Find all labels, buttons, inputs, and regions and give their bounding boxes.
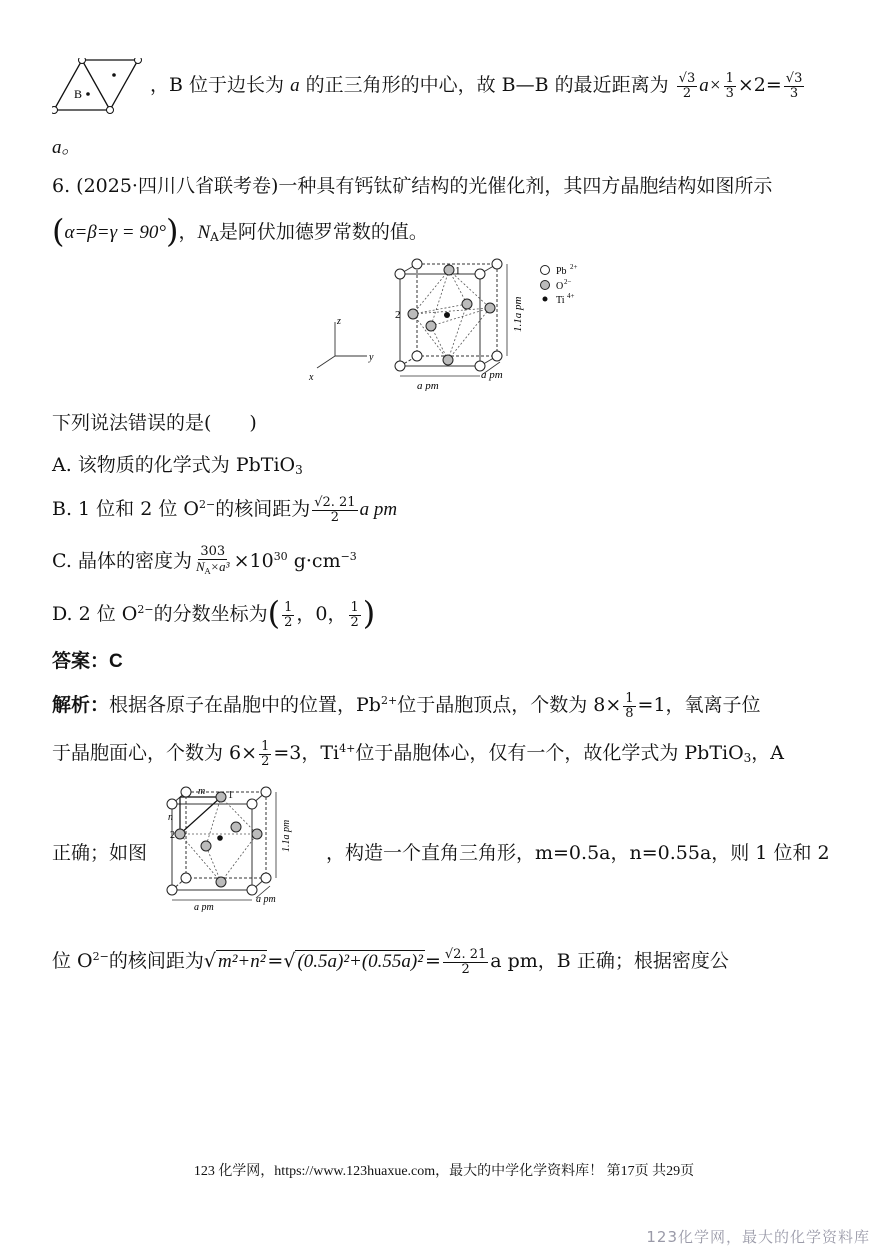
svg-text:z: z [337, 316, 341, 327]
height-label: 1.1a pm [512, 296, 524, 332]
svg-text:1.1a pm: 1.1a pm [281, 819, 292, 852]
legend-o: O [556, 281, 564, 292]
analysis-line-4: 位 $O^{2-}$的核间距为√ m²+n² =√ (0.5a)²+(0.55a)² = $\frac{√2. 21}{2}$ a pm，B 正确；根据密度公 [52, 946, 729, 977]
prev-line-2: a。 [52, 137, 81, 158]
option-d: D. 2 位 $O^{2-}$的分数坐标为( $\frac{1}{2}$ ，0， $\frac{1}{2}$ ) [52, 594, 376, 632]
legend-ti: Ti [556, 295, 565, 306]
frac-1-3: $\frac{1}{3}$ [725, 70, 734, 101]
frac-sqrt3-3: $\frac{√3}{3}$ [785, 70, 803, 101]
svg-text:a pm: a pm [256, 894, 276, 905]
svg-text:4+: 4+ [567, 292, 575, 300]
option-b: B. 1 位和 2 位 $O^{2-}$的核间距为 $\frac{√2. 21}{2}$ a pm [52, 494, 398, 525]
svg-text:2+: 2+ [570, 263, 578, 271]
page-footer: 123 化学网，https://www.123huaxue.com，最大的中学化学资料库！ 第17页 共29页 [193, 1164, 695, 1179]
legend-pb: Pb [556, 266, 567, 277]
answer-value: C [109, 651, 123, 672]
option-a: A. 该物质的化学式为 PbTiO$_3$ [52, 454, 303, 477]
watermark: 123化学网，最大的化学资料库 [646, 1228, 870, 1246]
question-stem-1: 6. (2025·四川八省联考卷)一种具有钙钛矿结构的光催化剂，其四方晶胞结构如图所示 [52, 175, 773, 197]
svg-text:m: m [198, 786, 206, 797]
crystal-cell-figure [305, 256, 605, 391]
rhombus-figure [52, 58, 142, 114]
frac-sqrt3-2: $\frac{√3}{2}$ [678, 70, 696, 101]
analysis-line-3-pre: 正确；如图 [52, 842, 148, 864]
svg-text:1: 1 [228, 790, 233, 801]
option-c: C. 晶体的密度为 $\frac{303}{N_A\times a^3}$ $\times 10^{30}$ $g\cdot cm^{-3}$ [52, 544, 357, 576]
question-prompt: 下列说法错误的是( ) [52, 412, 257, 434]
svg-text:a pm: a pm [194, 902, 214, 912]
svg-text:a pm: a pm [481, 369, 503, 381]
svg-text:a pm: a pm [417, 380, 439, 391]
question-stem-2: (α=β=γ = 90°)，$N_A$是阿伏加德罗常数的值。 [52, 212, 428, 250]
analysis-line-3: ，构造一个直角三角形，m=0.5a，n=0.55a，则 1 位和 2 [326, 842, 830, 864]
analysis-line-1: 解析：根据各原子在晶胞中的位置，$Pb^{2+}$位于晶胞顶点，个数为 8× $\frac{1}{8}$ =1，氧离子位 [52, 690, 761, 721]
prev-line-1: ，B 位于边长为 a 的正三角形的中心，故 B—B 的最近距离为 $\frac{√3}{2}$ a× $\frac{1}{3}$ ×2= $\frac{√3}{3}$ [150, 70, 803, 101]
svg-text:2: 2 [170, 830, 175, 841]
svg-text:2: 2 [395, 309, 401, 321]
analysis-line-2: 于晶胞面心，个数为 6× $\frac{1}{2}$ =3，$Ti^{4+}$位于晶胞体心，仅有一个，故化学式为 PbTiO$_3$，A [52, 738, 785, 769]
svg-text:n: n [168, 812, 173, 823]
crystal-cell-figure-2 [160, 782, 320, 912]
angle-condition: α=β=γ = 90° [64, 222, 166, 243]
svg-text:2−: 2− [564, 278, 572, 286]
svg-text:y: y [369, 352, 374, 363]
triangle-b-label: B [74, 87, 83, 101]
answer: 答案：C [52, 651, 123, 672]
svg-text:x: x [309, 372, 314, 383]
svg-text:1: 1 [455, 265, 461, 277]
